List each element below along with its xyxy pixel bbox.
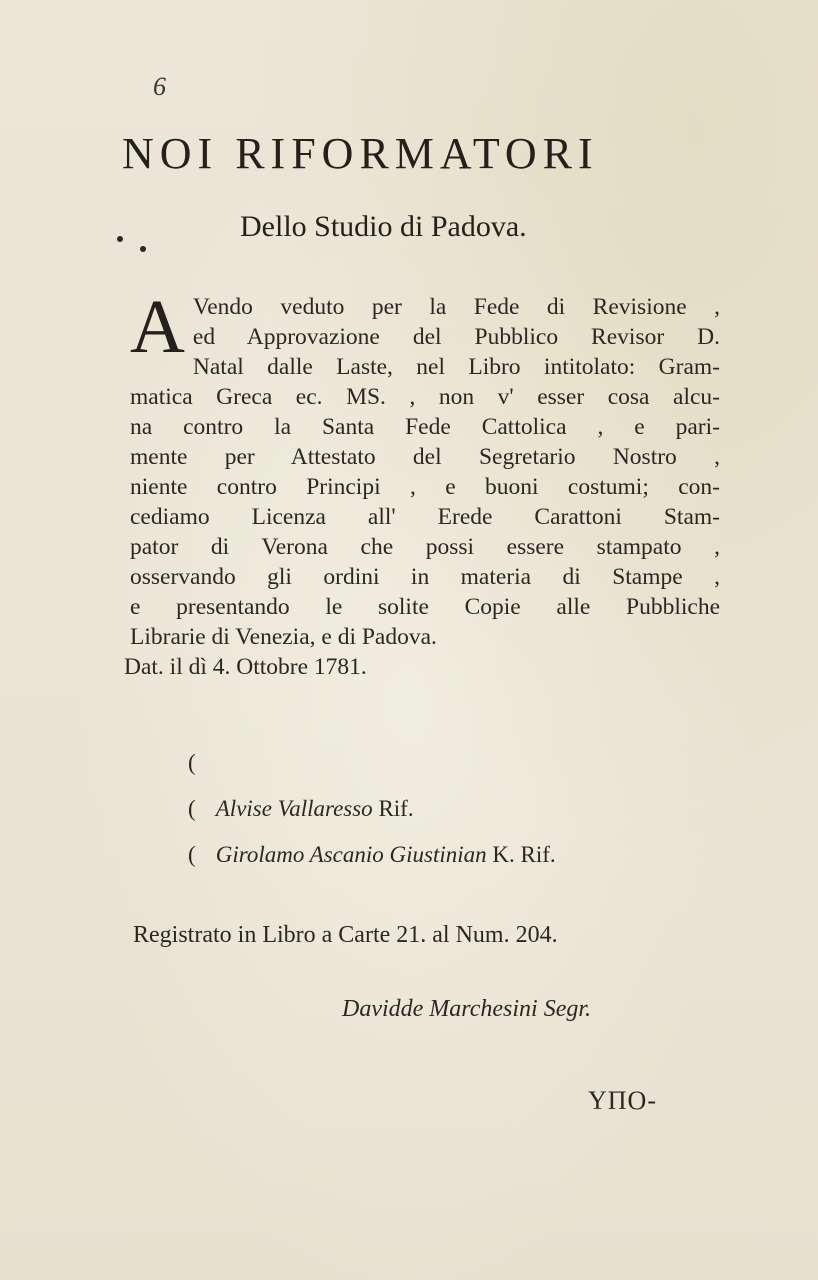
text-line: na contro la Santa Fede Cattolica , e pari- — [130, 414, 720, 440]
secretary-signature: Davidde Marchesini Segr. — [342, 996, 592, 1022]
signature-row — [188, 832, 556, 878]
page-title: NOI RIFORMATORI — [122, 129, 599, 178]
signatory-title: K. Rif. — [492, 842, 556, 867]
decree-text — [124, 285, 720, 682]
signatory-name: Alvise Vallaresso — [215, 796, 373, 821]
text-line: niente contro Principi , e buoni costumi; con- — [130, 474, 720, 500]
text-line: mente per Attestato del Segretario Nostro , — [130, 444, 720, 470]
bleed-through-texture — [170, 700, 176, 726]
text-line: cediamo Licenza all' Erede Carattoni Stam- — [130, 504, 720, 530]
signature-row — [188, 786, 556, 832]
catchword: ΥΠΟ- — [588, 1086, 657, 1115]
signature-block — [188, 740, 556, 878]
drop-cap: A — [130, 285, 185, 369]
ornament-dot — [140, 246, 146, 252]
bracket: ( — [188, 796, 196, 821]
signatory-name: Girolamo Ascanio Giustinian — [215, 842, 487, 867]
ornament-dot — [117, 236, 123, 242]
bracket: ( — [188, 750, 196, 775]
page-number: 6 — [153, 72, 166, 101]
signature-row — [188, 740, 556, 786]
text-line: Librarie di Venezia, e di Padova. — [130, 624, 437, 650]
text-line: pator di Verona che possi essere stampato , — [130, 534, 720, 560]
text-line: matica Greca ec. MS. , non v' esser cosa alcu- — [130, 384, 720, 410]
text-line: osservando gli ordini in materia di Stampe , — [130, 564, 720, 590]
text-line: Vendo veduto per la Fede di Revisione , — [192, 294, 720, 320]
date-line: Dat. il dì 4. Ottobre 1781. — [124, 654, 367, 680]
page-subtitle: Dello Studio di Padova. — [240, 210, 527, 243]
registration-note: Registrato in Libro a Carte 21. al Num. 204. — [133, 922, 558, 948]
bracket: ( — [188, 842, 196, 867]
text-line: ed Approvazione del Pubblico Revisor D. — [192, 324, 720, 350]
text-line: Natal dalle Laste, nel Libro intitolato: Gram- — [192, 354, 720, 380]
text-line: e presentando le solite Copie alle Pubbliche — [130, 594, 720, 620]
signatory-title: Rif. — [378, 796, 414, 821]
